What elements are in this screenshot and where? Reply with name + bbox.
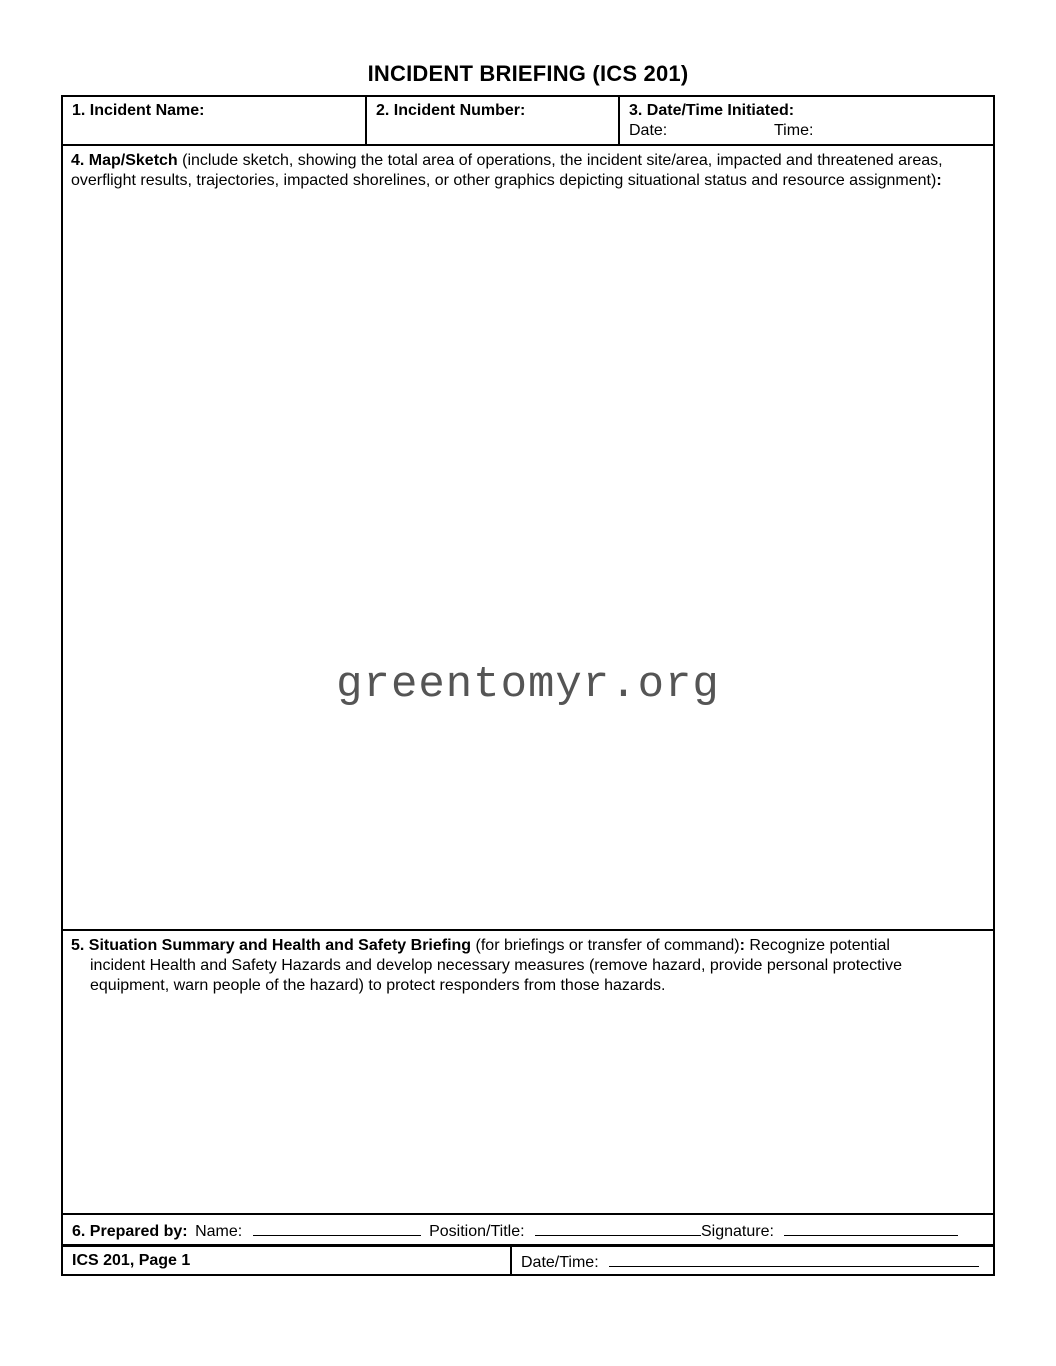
situation-summary-paren: (for briefings or transfer of command)	[471, 937, 740, 954]
datetime-initiated-label: 3. Date/Time Initiated:	[629, 102, 795, 119]
incident-name-field[interactable]	[72, 102, 362, 140]
header-separator-2	[618, 95, 620, 145]
prepared-name-label: Name:	[195, 1223, 243, 1240]
situation-summary-line2: incident Health and Safety Hazards and develop necessary measures (remove hazard, provide personal protective	[90, 957, 902, 974]
incident-number-field[interactable]	[376, 102, 614, 140]
header-divider	[61, 144, 995, 146]
time-label: Time:	[774, 122, 814, 139]
footer-datetime-row	[521, 1252, 979, 1272]
situation-summary-line1: Recognize potential	[744, 937, 890, 954]
footer-separator	[510, 1245, 512, 1275]
watermark: greentomyr.org	[336, 660, 720, 710]
prepared-signature-input[interactable]	[784, 1221, 958, 1236]
header-separator-1	[365, 95, 367, 145]
map-situation-divider	[61, 929, 995, 931]
prepared-signature-label: Signature:	[701, 1223, 774, 1240]
footer-datetime-label: Date/Time:	[521, 1254, 599, 1271]
prepared-name-input[interactable]	[253, 1221, 421, 1236]
footer-datetime-input[interactable]	[609, 1252, 979, 1267]
situation-summary-line3: equipment, warn people of the hazard) to protect responders from those hazards.	[90, 977, 666, 994]
situation-prepared-divider	[61, 1213, 995, 1215]
map-sketch-text: (include sketch, showing the total area of operations, the incident site/area, impacted and threatened areas, overflight results, trajectories, impacted shorelines, or other graphics depicting situational status and resource assignment)	[71, 152, 943, 189]
map-sketch-area[interactable]	[63, 212, 993, 928]
time-field[interactable]	[774, 122, 984, 140]
incident-name-label: 1. Incident Name:	[72, 102, 205, 119]
map-sketch-label: 4. Map/Sketch	[71, 152, 178, 169]
situation-summary-label: 5. Situation Summary and Health and Safety Briefing	[71, 937, 472, 954]
prepared-position-input[interactable]	[535, 1221, 701, 1236]
map-sketch-colon: :	[936, 172, 942, 189]
situation-summary-colon: :	[739, 937, 745, 954]
prepared-by-label: 6. Prepared by:	[72, 1223, 188, 1240]
footer-top-divider	[61, 1245, 993, 1247]
situation-summary-area[interactable]	[63, 998, 993, 1210]
prepared-by-row	[72, 1221, 958, 1241]
situation-summary-instructions	[71, 936, 986, 996]
incident-number-label: 2. Incident Number:	[376, 102, 526, 119]
form-title: INCIDENT BRIEFING (ICS 201)	[367, 61, 689, 86]
map-sketch-instructions	[71, 151, 971, 191]
footer-page-label: ICS 201, Page 1	[72, 1252, 191, 1269]
date-label: Date:	[629, 122, 668, 139]
date-field[interactable]	[629, 122, 769, 140]
prepared-position-label: Position/Title:	[429, 1223, 525, 1240]
